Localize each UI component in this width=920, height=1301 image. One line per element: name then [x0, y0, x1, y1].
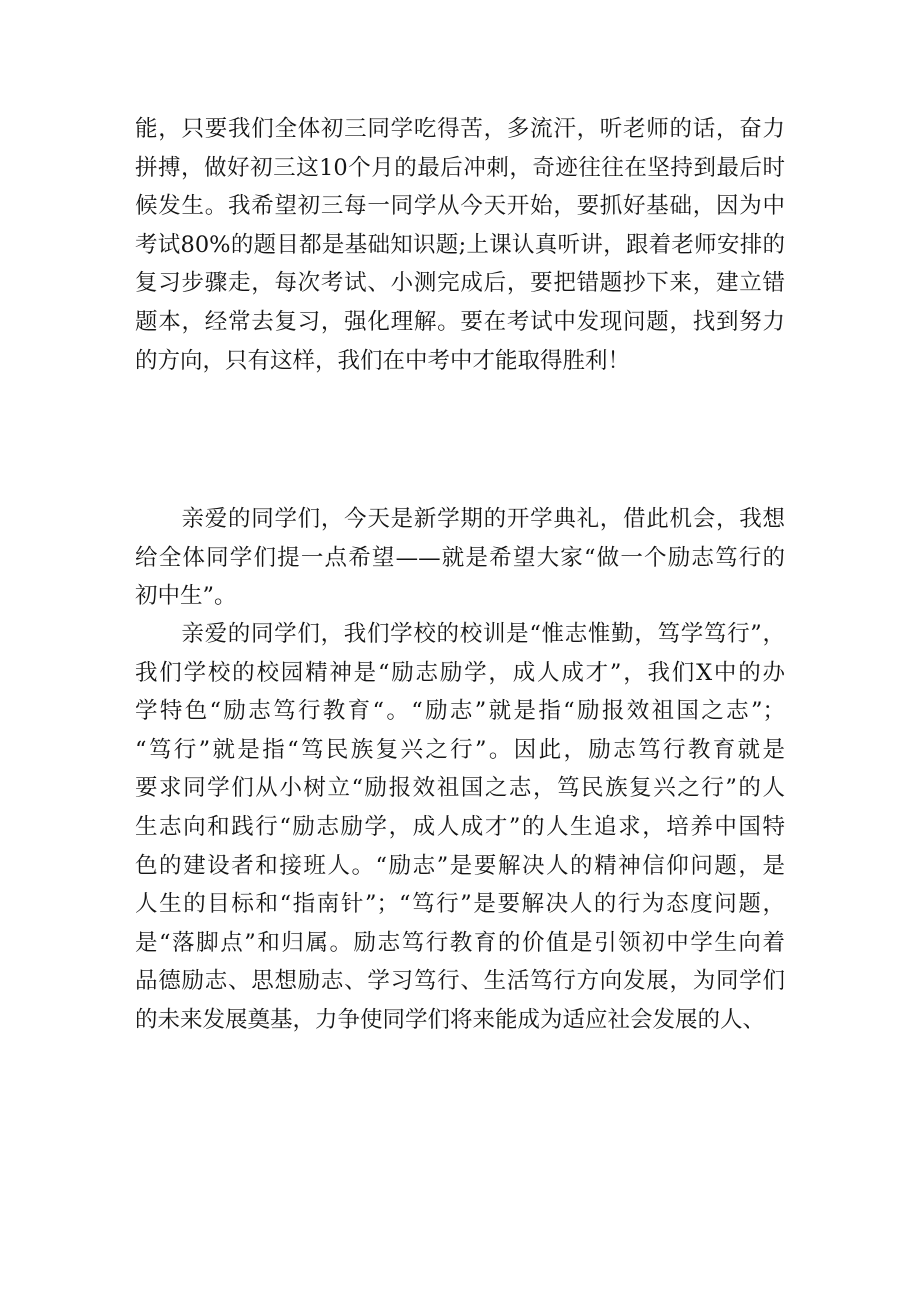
text-line: 是“落脚点”和归属。励志笃行教育的价值是引领初中学生向着: [135, 929, 785, 956]
text-line: 题本，经常去复习，强化理解。要在考试中发现问题，找到努力: [135, 308, 785, 335]
text-line: 给全体同学们提一点希望——就是希望大家“做一个励志笃行的: [135, 544, 785, 571]
text-line: 要求同学们从小树立“励报效祖国之志，笃民族复兴之行”的人: [135, 775, 785, 802]
text-line: 人生的目标和“指南针”；“笃行”是要解决人的行为态度问题，: [135, 891, 785, 918]
text-line: 色的建设者和接班人。“励志”是要解决人的精神信仰问题，是: [135, 852, 785, 879]
text-line: 学特色“励志笃行教育“。“励志”就是指“励报效祖国之志”；: [135, 698, 785, 725]
text-line: 考试80%的题目都是基础知识题;上课认真听讲，跟着老师安排的: [135, 231, 785, 258]
paragraph-2: [135, 500, 785, 616]
text-line: 亲爱的同学们，我们学校的校训是“惟志惟勤，笃学笃行”，: [135, 621, 785, 647]
text-line: “笃行”就是指“笃民族复兴之行”。因此，励志笃行教育就是: [135, 736, 785, 763]
text-line: 品德励志、思想励志、学习笃行、生活笃行方向发展，为同学们: [135, 968, 785, 995]
text-line: 的方向，只有这样，我们在中考中才能取得胜利！: [135, 347, 631, 374]
text-line: 复习步骤走，每次考试、小测完成后，要把错题抄下来，建立错: [135, 270, 785, 297]
text-line: 能，只要我们全体初三同学吃得苦，多流汗，听老师的话，奋力: [135, 116, 785, 142]
text-line: 我们学校的校园精神是“励志励学，成人成才”，我们X中的办: [135, 659, 785, 686]
text-line: 亲爱的同学们，今天是新学期的开学典礼，借此机会，我想: [135, 506, 785, 532]
text-line: 的未来发展奠基，力争使同学们将来能成为适应社会发展的人、: [135, 1006, 766, 1033]
text-line: 候发生。我希望初三每一同学从今天开始，要抓好基础，因为中: [135, 193, 785, 220]
text-line: 初中生”。: [135, 583, 237, 610]
text-line: 拼搏，做好初三这10个月的最后冲刺，奇迹往往在坚持到最后时: [135, 154, 785, 181]
text-line: 生志向和践行“励志励学，成人成才”的人生追求，培养中国特: [135, 813, 785, 840]
paragraph-1: [135, 110, 785, 380]
paragraph-3: [135, 615, 785, 1040]
